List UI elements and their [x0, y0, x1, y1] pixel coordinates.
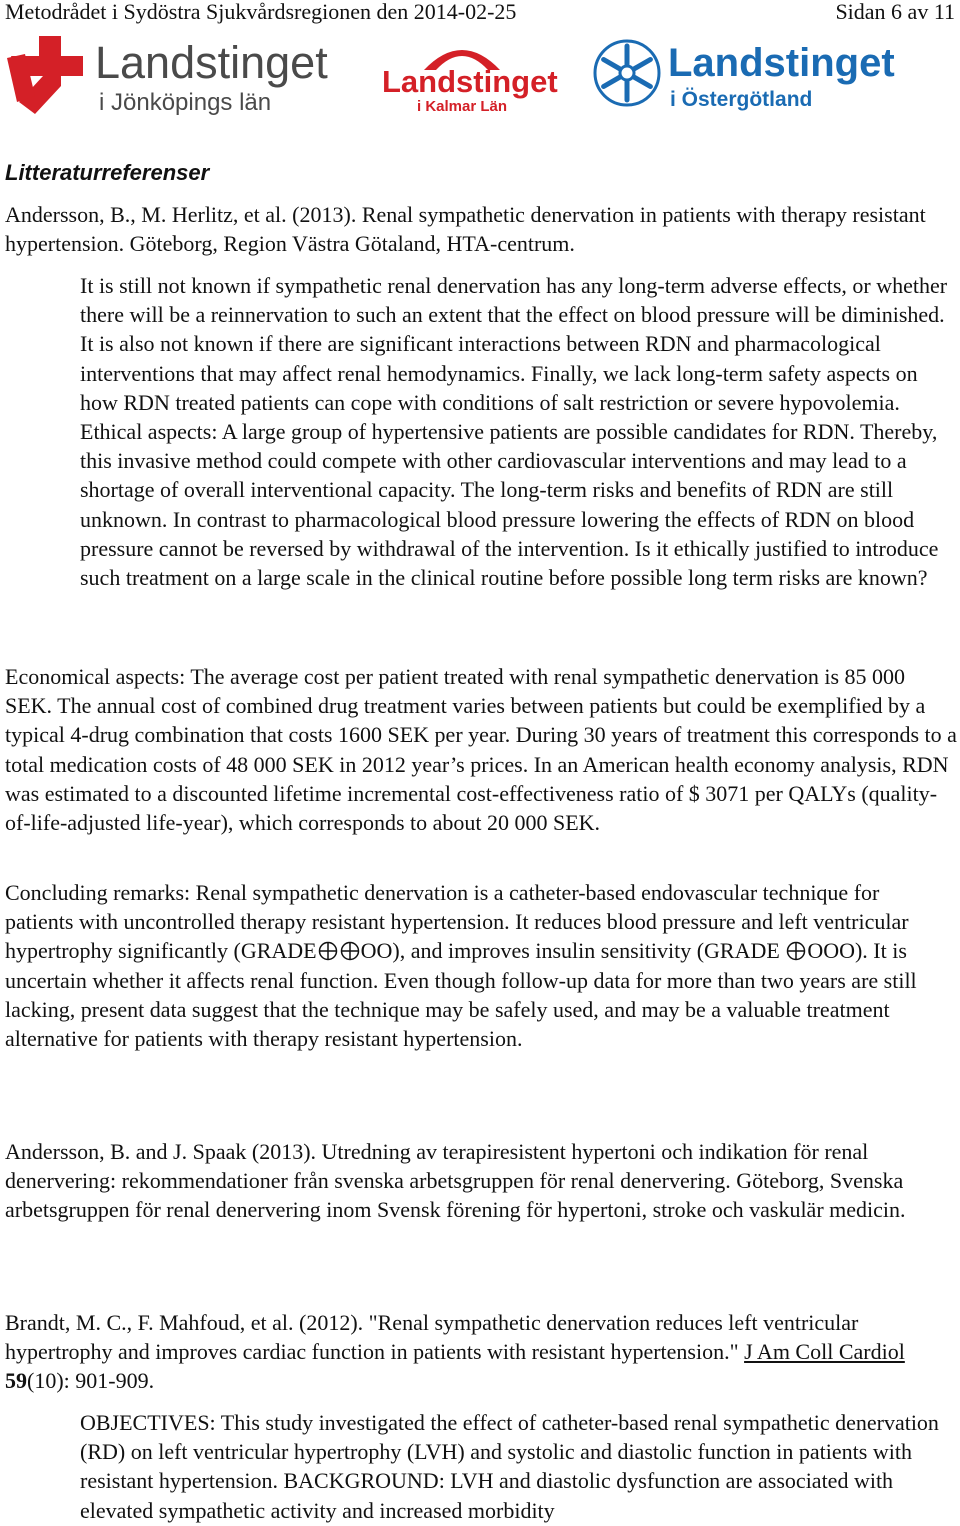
page-header [5, 0, 955, 24]
reference-3-abstract: OBJECTIVES: This study investigated the effect of catheter-based renal sympathetic denervation (RD) on left ventricular hypertrophy (LVH) and systolic and diastolic function in patients with resistant hypertension. BACKGROUND: LVH and diastolic dysfunction are associated with elevated sympathetic activity and increased morbidity [80, 1410, 939, 1523]
logo-kalmar-line1: Landstinget [382, 64, 558, 99]
concluding-grade1-suffix: OO), and improves insulin sensitivity (GRADE [360, 938, 786, 964]
logo-kalmar-line2: i Kalmar Län [416, 98, 508, 115]
page-number: Sidan 6 av 11 [835, 0, 955, 24]
journal-pages: (10): 901-909. [27, 1368, 155, 1394]
reference-1-citation: Andersson, B., M. Herlitz, et al. (2013). Renal sympathetic denervation in patients with therapy resistant hypertension. Göteborg, Region Västra Götaland, HTA-centrum. [5, 202, 926, 257]
concluding-grade2-suffix: OOO). It is uncertain whether it affects renal function. Even though follow-up data for more than two years are still lacking, present data suggest that the technique may be safely used, and may be a valuable treatment alternative for patients with therapy resistant hypertension. [5, 938, 917, 1052]
snowflake-icon [592, 38, 662, 108]
logo-jonkoping [5, 34, 340, 120]
logo-jonkoping-line1: Landstinget [95, 37, 328, 88]
section-heading: Litteraturreferenser [5, 160, 210, 185]
logo-kalmar [382, 34, 558, 120]
reference-1-abstract: It is still not known if sympathetic renal denervation has any long-term adverse effects, or whether there will be a reinnervation to such an extent that the effect on blood pressure will be diminished. It is also not known if there are significant interactions between RDN and pharmacological interventions that may affect renal hemodynamics. Finally, we lack long-term safety aspects on how RDN treated patients can cope with conditions of salt restriction or severe hypovolemia. Ethical aspects: A large group of hypertensive patients are possible candidates for RDN. Thereby, this invasive method could compete with other cardiovascular interventions and may lead to a shortage of overall interventional capacity. The long-term risks and benefits of RDN are still unknown. In contrast to pharmacological blood pressure lowering the effects of RDN on blood pressure cannot be reversed by withdrawal of the intervention. Is it ethically justified to introduce such treatment on a large scale in the clinical routine before possible long term risks are known? [80, 273, 948, 591]
journal-volume: 59 [5, 1368, 27, 1394]
grade-plus-icon [318, 941, 338, 961]
logo-ostergotland [592, 34, 902, 120]
concluding-part1: Concluding remarks: Renal sympathetic denervation is a catheter-based endovascular technique for patients with uncontrolled therapy resistant hypertension. It reduces blood pressure and left ventricular hypertrophy significantly (GRADE [5, 880, 909, 964]
economical-aspects-paragraph: Economical aspects: The average cost per patient treated with renal sympathetic denervation is 85 000 SEK. The annual cost of combined drug treatment varies between patients but could be exemplified by a typical 4-drug combination that costs 1600 SEK per year. During 30 years of treatment this corresponds to a total medication costs of 48 000 SEK in 2012 year’s prices. In an American health economy analysis, RDN was estimated to a discounted lifetime incremental cost-effectiveness ratio of $ 3071 per QALYs (quality-of-life-adjusted life-year), which corresponds to about 20 000 SEK. [5, 664, 957, 836]
journal-link[interactable]: J Am Coll Cardiol [744, 1339, 905, 1365]
logo-ostergotland-line2: i Östergötland [670, 88, 813, 111]
logo-jonkoping-line2: i Jönköpings län [99, 89, 272, 116]
logo-ostergotland-line1: Landstinget [668, 41, 895, 85]
grade-plus-icon [786, 941, 806, 961]
reference-3-prefix: Brandt, M. C., F. Mahfoud, et al. (2012). "Renal sympathetic denervation reduces left ventricular hypertrophy and improves cardiac function in patients with resistant hypertension." [5, 1310, 859, 1365]
header-title: Metodrådet i Sydöstra Sjukvårdsregionen den 2014-02-25 [5, 0, 517, 24]
grade-plus-icon [340, 941, 360, 961]
reference-2-citation: Andersson, B. and J. Spaak (2013). Utredning av terapiresistent hypertoni och indikation för renal denervering: rekommendationer från svenska arbetsgruppen för renal denervering. Göteborg, Svenska arbetsgruppen för renal denervering inom Svensk förening för hypertoni, stroke och vaskulär medicin. [5, 1139, 906, 1223]
cross-icon [5, 36, 85, 116]
reference-3-citation [5, 1308, 905, 1396]
concluding-remarks-paragraph [5, 878, 953, 1053]
